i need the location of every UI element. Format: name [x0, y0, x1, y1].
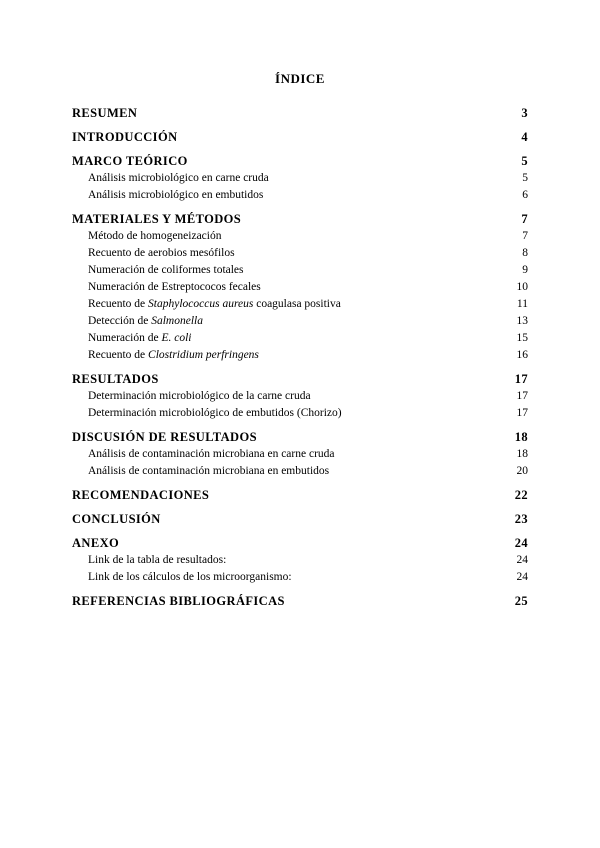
- toc-entry-label: MATERIALES Y MÉTODOS: [72, 212, 242, 226]
- page-title: ÍNDICE: [275, 71, 325, 86]
- toc-entry-page-number: 13: [516, 315, 528, 327]
- toc-entry-label: Numeración de coliformes totales: [88, 264, 244, 276]
- toc-entry-label: Link de la tabla de resultados:: [88, 554, 227, 566]
- toc-section-row[interactable]: [72, 488, 528, 506]
- toc-subsection-row[interactable]: [72, 298, 528, 315]
- toc-entry-page-number: 9: [522, 264, 528, 276]
- toc-entry-page-number: 5: [522, 172, 528, 184]
- toc-entry-page-number: 6: [522, 189, 528, 201]
- toc-entry-label: REFERENCIAS BIBLIOGRÁFICAS: [72, 594, 285, 608]
- toc-entry-species-name: Clostridium perfringens: [148, 349, 259, 361]
- toc-section-row[interactable]: [72, 594, 528, 612]
- toc-entry-page-number: 7: [521, 212, 528, 226]
- toc-entry-page-number: 25: [514, 594, 528, 608]
- toc-entry-page-number: 8: [522, 247, 528, 259]
- toc-entry-label: Determinación microbiológico de la carne cruda: [88, 390, 311, 402]
- toc-entry-label: RESULTADOS: [72, 372, 159, 386]
- toc-entry-page-number: 16: [516, 349, 528, 361]
- toc-subsection-row[interactable]: [72, 407, 528, 424]
- toc-section-row[interactable]: [72, 430, 528, 448]
- toc-section-row[interactable]: [72, 212, 528, 230]
- toc-entry-label: RESUMEN: [72, 106, 138, 120]
- toc-entry-label: CONCLUSIÓN: [72, 512, 161, 526]
- toc-entry-label: Numeración de E. coli: [88, 332, 192, 344]
- toc-subsection-row[interactable]: [72, 264, 528, 281]
- toc-entry-label: INTRODUCCIÓN: [72, 130, 178, 144]
- toc-subsection-row[interactable]: [72, 189, 528, 206]
- toc-section-row[interactable]: [72, 106, 528, 124]
- toc-entry-label: Recuento de aerobios mesófilos: [88, 247, 235, 259]
- toc-entry-label: Recuento de Clostridium perfringens: [88, 349, 259, 361]
- toc-subsection-row[interactable]: [72, 247, 528, 264]
- toc-entry-label: Método de homogeneización: [88, 230, 222, 242]
- toc-entry-page-number: 5: [521, 154, 528, 168]
- toc-subsection-row[interactable]: [72, 172, 528, 189]
- toc-entry-page-number: 7: [522, 230, 528, 242]
- toc-entry-page-number: 17: [516, 407, 528, 419]
- toc-section-row[interactable]: [72, 536, 528, 554]
- toc-entry-page-number: 17: [516, 390, 528, 402]
- toc-entry-label: Análisis de contaminación microbiana en carne cruda: [88, 448, 335, 460]
- toc-subsection-row[interactable]: [72, 230, 528, 247]
- toc-entry-label: Determinación microbiológico de embutidos (Chorizo): [88, 407, 342, 419]
- toc-entry-label: Recuento de Staphylococcus aureus coagulasa positiva: [88, 298, 341, 310]
- toc-entry-page-number: 24: [516, 554, 528, 566]
- toc-entry-page-number: 24: [516, 571, 528, 583]
- toc-subsection-row[interactable]: [72, 332, 528, 349]
- toc-entry-label: MARCO TEÓRICO: [72, 154, 188, 168]
- toc-entry-page-number: 22: [514, 488, 528, 502]
- toc-entry-page-number: 18: [516, 448, 528, 460]
- toc-subsection-row[interactable]: [72, 465, 528, 482]
- toc-section-row[interactable]: [72, 512, 528, 530]
- toc-entry-page-number: 18: [514, 430, 528, 444]
- toc-entry-page-number: 10: [516, 281, 528, 293]
- toc-entry-label: Detección de Salmonella: [88, 315, 203, 327]
- toc-entry-label: DISCUSIÓN DE RESULTADOS: [72, 430, 257, 444]
- toc-entry-label: ANEXO: [72, 536, 120, 550]
- toc-section-row[interactable]: [72, 154, 528, 172]
- toc-entry-label: Numeración de Estreptococos fecales: [88, 281, 261, 293]
- toc-entry-label: Análisis microbiológico en carne cruda: [88, 172, 269, 184]
- toc-subsection-row[interactable]: [72, 390, 528, 407]
- toc-entry-species-name: E. coli: [161, 332, 192, 344]
- toc-section-row[interactable]: [72, 130, 528, 148]
- toc-subsection-row[interactable]: [72, 571, 528, 588]
- toc-entry-page-number: 20: [516, 465, 528, 477]
- toc-entry-page-number: 23: [514, 512, 528, 526]
- table-of-contents: [72, 106, 528, 612]
- toc-entry-species-name: Salmonella: [151, 315, 203, 327]
- toc-entry-label: Análisis de contaminación microbiana en embutidos: [88, 465, 330, 477]
- toc-entry-page-number: 24: [514, 536, 528, 550]
- toc-entry-page-number: 15: [516, 332, 528, 344]
- toc-subsection-row[interactable]: [72, 349, 528, 366]
- toc-subsection-row[interactable]: [72, 315, 528, 332]
- toc-subsection-row[interactable]: [72, 281, 528, 298]
- toc-subsection-row[interactable]: [72, 554, 528, 571]
- toc-entry-page-number: 4: [521, 130, 528, 144]
- toc-entry-label: Análisis microbiológico en embutidos: [88, 189, 264, 201]
- toc-subsection-row[interactable]: [72, 448, 528, 465]
- toc-entry-page-number: 17: [514, 372, 528, 386]
- toc-entry-label: RECOMENDACIONES: [72, 488, 210, 502]
- toc-entry-page-number: 3: [521, 106, 528, 120]
- toc-section-row[interactable]: [72, 372, 528, 390]
- toc-entry-page-number: 11: [516, 298, 528, 310]
- toc-entry-species-name: Staphylococcus aureus: [148, 298, 254, 310]
- toc-entry-label: Link de los cálculos de los microorganismo:: [88, 571, 292, 583]
